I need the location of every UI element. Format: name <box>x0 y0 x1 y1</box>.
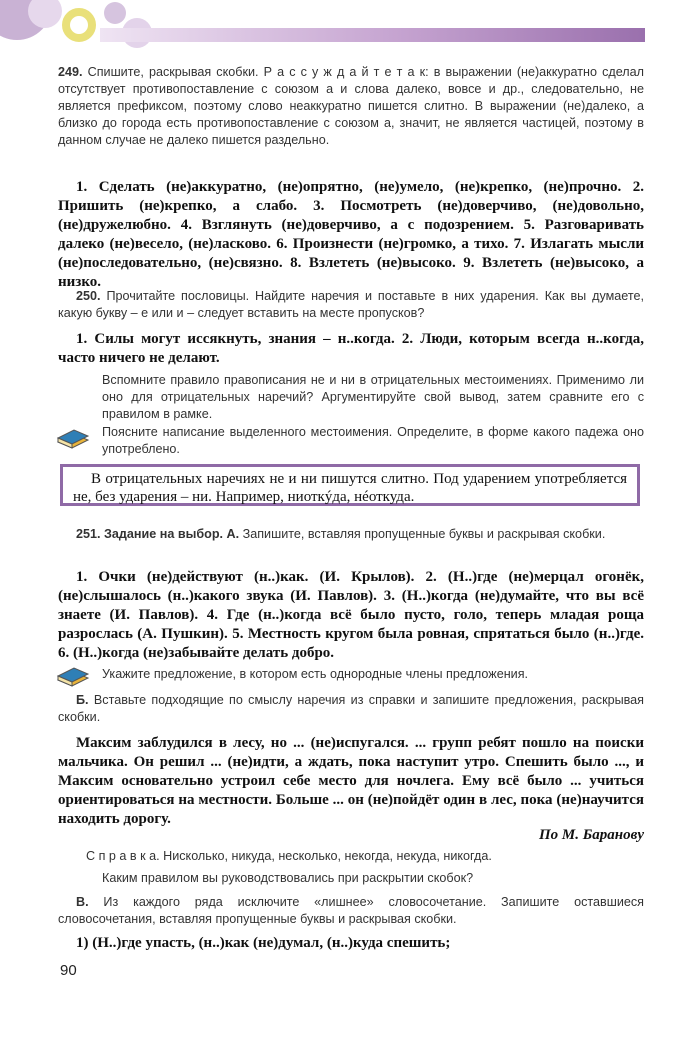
ex251-part-c-text: 1) (Н..)где упасть, (н..)как (не)думал, (н..)куда спешить; <box>76 935 451 951</box>
ex250-task <box>58 288 644 322</box>
ex251-part-a-text: 1. Очки (не)действуют (н..)как. (И. Крылов). 2. (Н..)где (не)мерцал огонёк, (не)слышалось (н..)какого звука (И. Павлов). 3. (Н..)когда (не)думайте, что вы всё знаете (И. Павлов). 4. Где (н..)когда всё было пусто, голо, теперь младая роща разрослась (А. Пушкин). 5. Местность кругом была ровная, спрятаться было (н..)где. 6. (Н..)когда (не)забывайте делать добро. <box>58 569 644 661</box>
ex251-question: Каким правилом вы руководствовались при раскрытии скобок? <box>102 871 474 885</box>
ex250-task-text: Прочитайте пословицы. Найдите наречия и поставьте в них ударения. Как вы думаете, какую букву – е или и – следует вставить на месте пропусков? <box>58 289 645 320</box>
ex249-number: 249. <box>58 65 83 79</box>
ex251-part-a-note: Укажите предложение, в котором есть однородные члены предложения. <box>102 667 529 681</box>
ex251-part-a-task-text: Запишите, вставляя пропущенные буквы и раскрывая скобки. <box>242 527 606 541</box>
ex251-part-a-task <box>58 526 644 543</box>
ex251-part-a-label: А. <box>226 527 240 541</box>
header-decoration <box>0 0 700 62</box>
ex250-note2: Поясните написание выделенного местоимения. Определите, в форме какого падежа оно употреблено. <box>102 425 644 456</box>
ex251-part-c-label: В. <box>76 895 89 909</box>
ex251-part-b-text: Максим заблудился в лесу, но ... (не)испугался. ... групп ребят пошло на поиски мальчика. Он решил ... (не)идти, а ждать, пока наступит утро. Спешить было ..., и Максим основательно устроил себе место для ночлега. Ему всё было ... учиться ориентироваться на местности. Больше ... он (не)пойдёт один в лес, пока (не)научится находить дорогу. <box>58 735 644 827</box>
rule-box <box>60 464 640 506</box>
ex251-part-b-source: По М. Баранову <box>539 827 644 843</box>
ex251-part-c-task <box>58 894 644 928</box>
ex250-text: 1. Силы могут иссякнуть, знания – н..когда. 2. Люди, которым всегда н..когда, часто ничего не делают. <box>58 331 644 366</box>
ex251-reference: С п р а в к а. Нисколько, никуда, несколько, некогда, некуда, никогда. <box>86 849 492 863</box>
book-icon <box>56 426 90 450</box>
ex250-note1: Вспомните правило правописания не и ни в отрицательных местоимениях. Применимо ли оно для отрицательных наречий? Аргументируйте свой вывод, затем сравните его с правилом в рамке. <box>102 373 644 421</box>
ex251-part-b-label: Б. <box>76 693 89 707</box>
book-icon <box>56 664 90 688</box>
rule-text: В отрицательных наречиях не и ни пишутся слитно. Под ударением употребляется не, без ударения – ни. Например, ниоткýда, нéоткуда. <box>73 471 627 505</box>
decor-circle <box>28 0 62 28</box>
decor-circle <box>104 2 126 24</box>
ex250-number: 250. <box>76 289 101 303</box>
ex251-part-b-task-text: Вставьте подходящие по смыслу наречия из справки и запишите предложения, раскрывая скобки. <box>58 693 645 724</box>
decor-circle <box>62 8 96 42</box>
ex249-task-text: Спишите, раскрывая скобки. Р а с с у ж д а й т е т а к: в выражении (не)аккуратно сделал отсутствует противопоставление с союзом а и слова далеко, вовсе и др., следовательно, не является префиксом, поэтому слово неаккуратно пишется слитно. В выражении (не)далеко, а близко до города есть противопоставление с союзом а, значит, не является частицей, поэтому в данном случае не далеко пишется раздельно. <box>58 65 644 147</box>
ex251-part-c-task-text: Из каждого ряда исключите «лишнее» словосочетание. Запишите оставшиеся словосочетания, вставляя пропущенные буквы и раскрывая скобки. <box>58 895 644 926</box>
page-number: 90 <box>60 962 77 979</box>
ex249-text: 1. Сделать (не)аккуратно, (не)опрятно, (не)умело, (не)крепко, (не)прочно. 2. Пришить (не)крепко, а слабо. 3. Посмотреть (не)доверчиво, (не)довольно, (не)дружелюбно. 4. Взглянуть (не)доверчиво, а с подозрением. 5. Разговаривать далеко (не)весело, (не)ласково. 6. Произнести (не)громко, а тихо. 7. Излагать мысли (не)последовательно, (не)связно. 8. Взлететь (не)высоко. 9. Взлететь (не)высоко, а низко. <box>58 179 644 290</box>
ex251-title: 251. Задание на выбор. <box>76 527 224 541</box>
ex251-part-b-task <box>58 692 644 726</box>
header-stripe <box>100 28 645 42</box>
ex249-task <box>58 64 644 149</box>
